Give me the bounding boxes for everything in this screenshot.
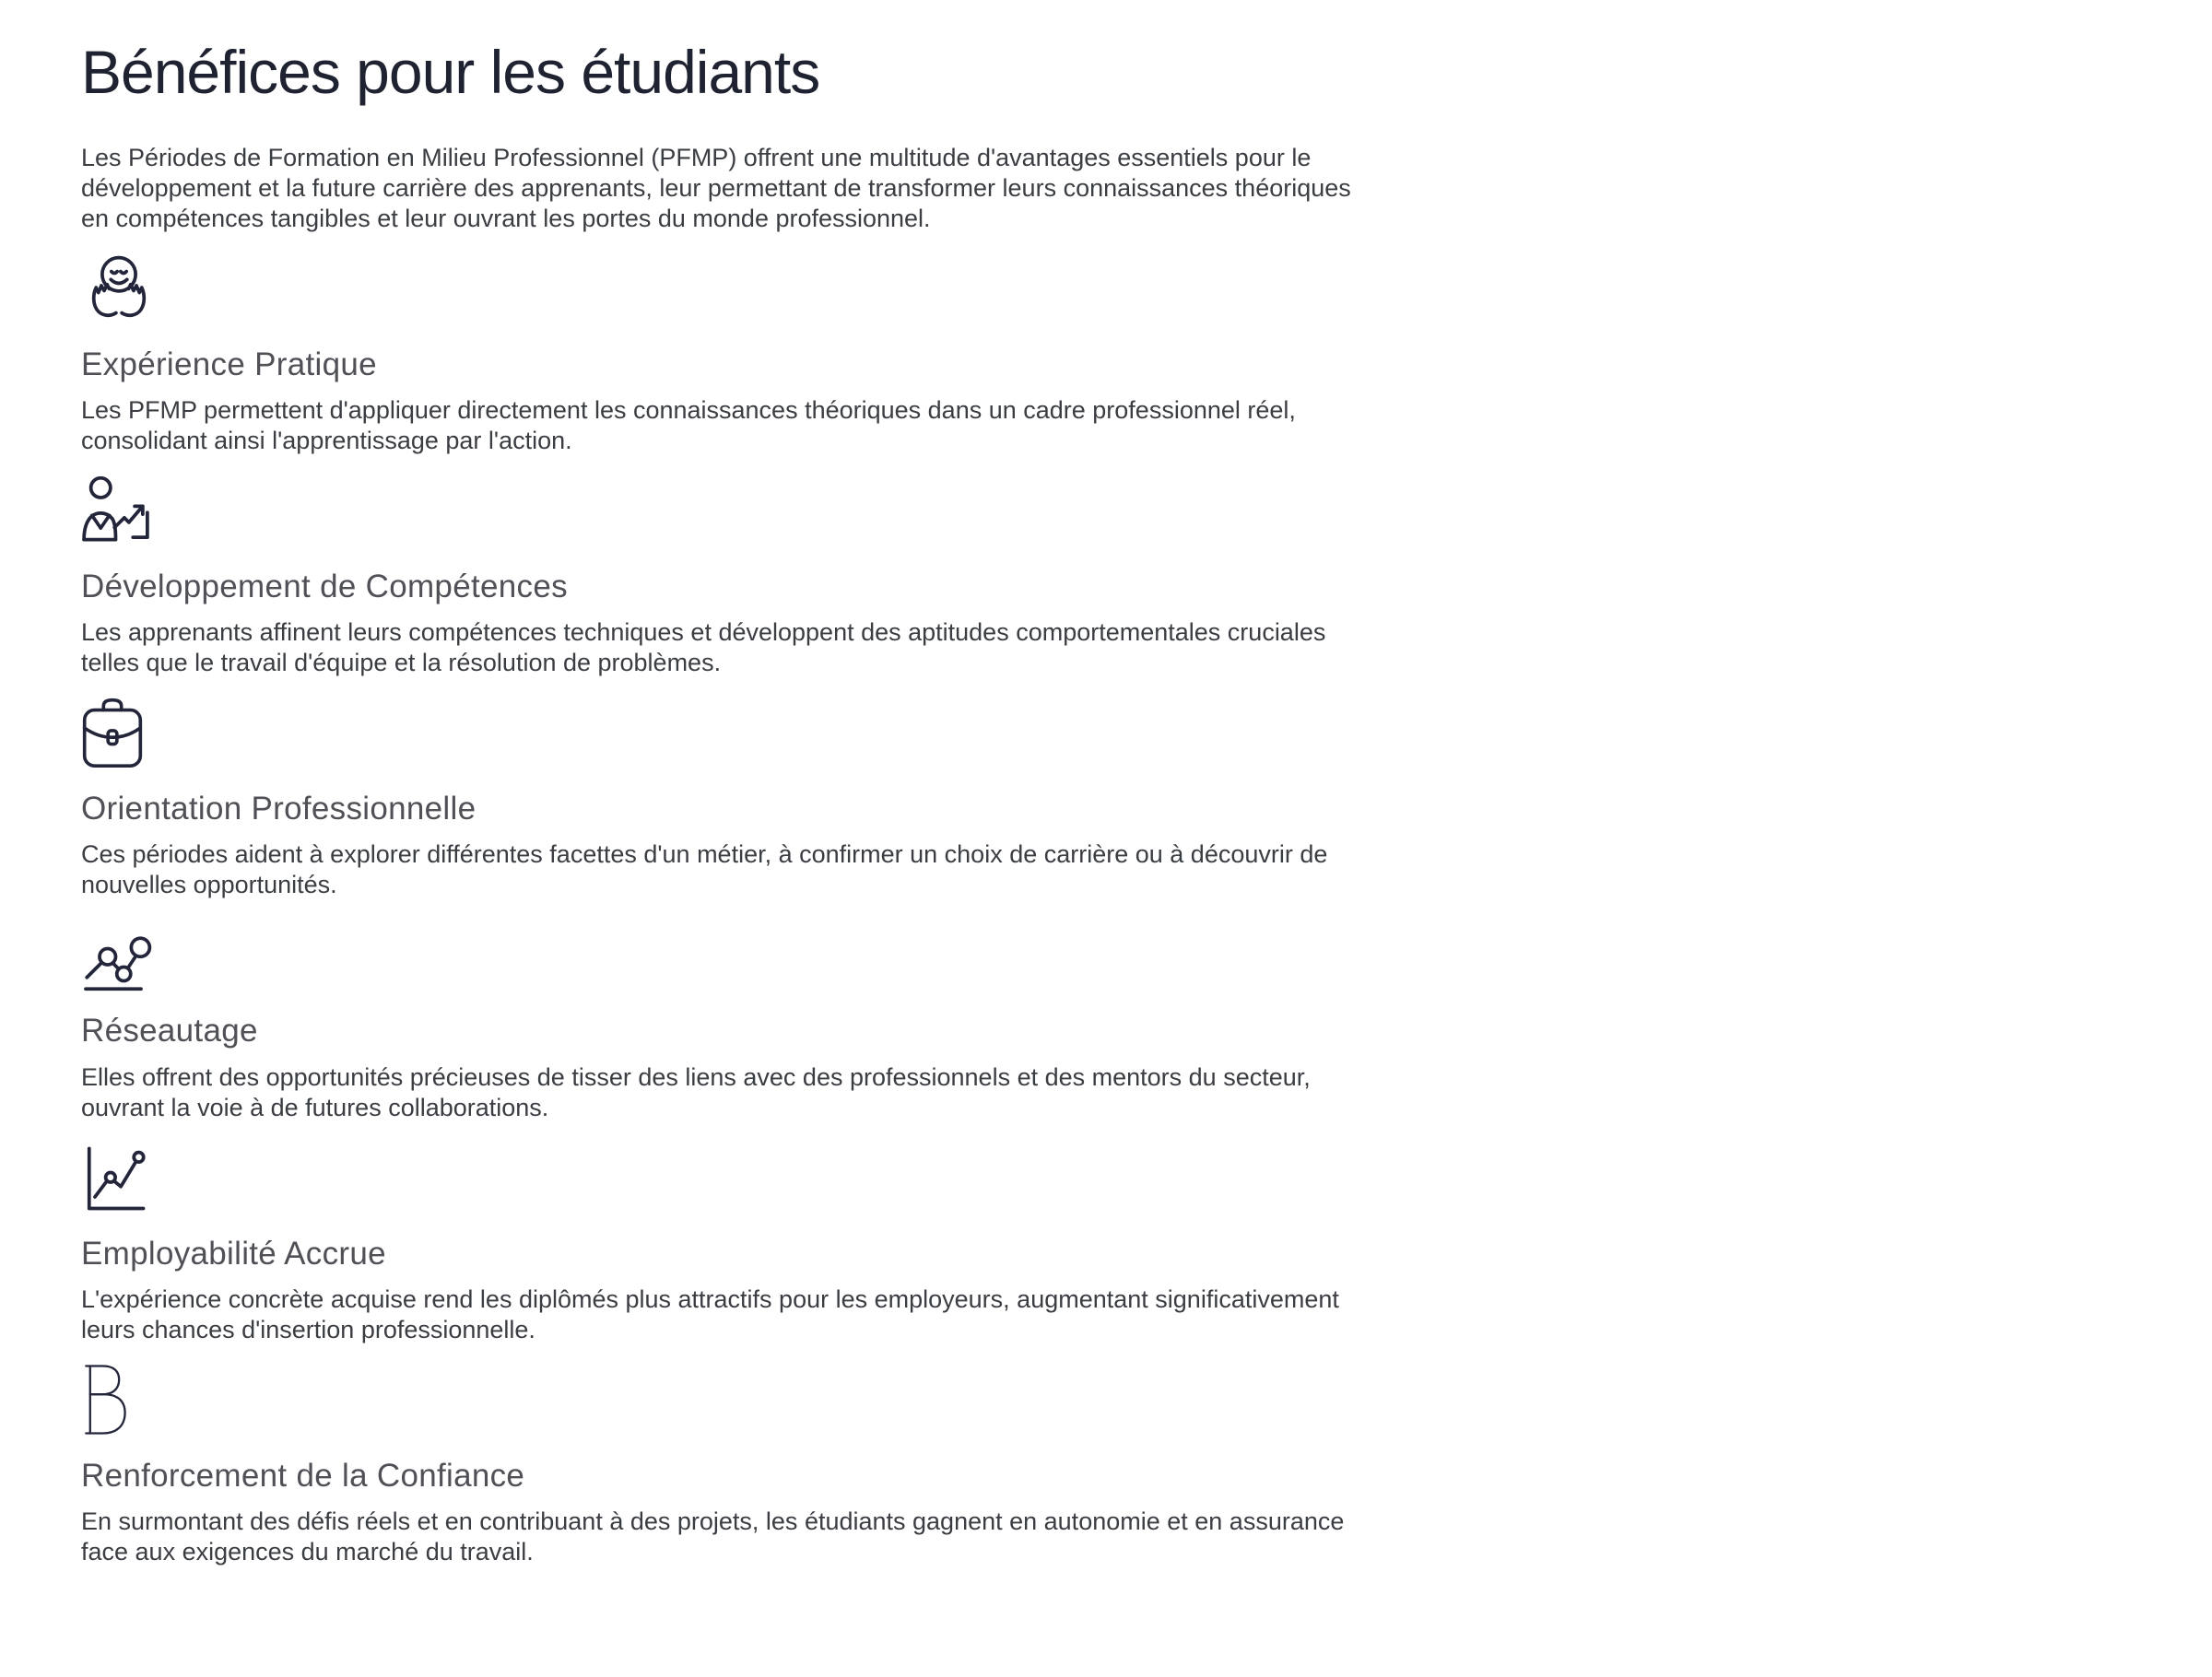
section-text: En surmontant des défis réels et en contribuant à des projets, les étudiants gagnent en autonomie et en assurance face aux exigences du marché du travail. xyxy=(81,1507,1345,1566)
hands-holding-smiley-icon xyxy=(81,252,157,326)
section-title: Développement de Compétences xyxy=(81,568,568,604)
intro-text: Les Périodes de Formation en Milieu Professionnel (PFMP) offrent une multitude d'avantages essentiels pour le développement et la future carrière des apprenants, leur permettant de transformer leurs connaissances théoriques en compétences tangibles et leur ouvrant les portes du monde professionnel. xyxy=(81,143,1351,232)
section-orientation-professionnelle xyxy=(81,695,2101,900)
letter-b-icon xyxy=(81,1362,135,1437)
section-text: L'expérience concrète acquise rend les diplômés plus attractifs pour les employeurs, augmentant significativement leurs chances d'insertion professionnelle. xyxy=(81,1284,1339,1343)
growth-line-chart-icon xyxy=(81,1142,155,1215)
section-title: Renforcement de la Confiance xyxy=(81,1457,525,1494)
section-title: Employabilité Accrue xyxy=(81,1235,386,1272)
section-title: Réseautage xyxy=(81,1013,258,1050)
section-text: Elles offrent des opportunités précieuses de tisser des liens avec des professionnels et des mentors du secteur, ouvrant la voie à de futures collaborations. xyxy=(81,1062,1311,1121)
page-title: Bénéfices pour les étudiants xyxy=(81,38,820,106)
network-nodes-icon xyxy=(81,919,155,992)
person-growth-chart-icon xyxy=(81,475,155,548)
briefcase-icon xyxy=(81,697,144,770)
section-title: Orientation Professionnelle xyxy=(81,791,477,827)
section-experience-pratique xyxy=(81,251,2101,456)
section-text: Les apprenants affinent leurs compétences techniques et développent des aptitudes comportementales cruciales telles que le travail d'équipe et la résolution de problèmes. xyxy=(81,618,1326,677)
section-employabilite-accrue xyxy=(81,1140,2101,1345)
section-text: Les PFMP permettent d'appliquer directement les connaissances théoriques dans un cadre professionnel réel, consolidant ainsi l'apprentissage par l'action. xyxy=(81,395,1296,454)
section-title: Expérience Pratique xyxy=(81,346,377,382)
section-text: Ces périodes aident à explorer différentes facettes d'un métier, à confirmer un choix de carrière ou à découvrir de nouvelles opportunités. xyxy=(81,840,1328,899)
section-developpement-competences xyxy=(81,473,2101,678)
section-renforcement-confiance xyxy=(81,1362,2101,1567)
section-reseautage xyxy=(81,917,2101,1122)
